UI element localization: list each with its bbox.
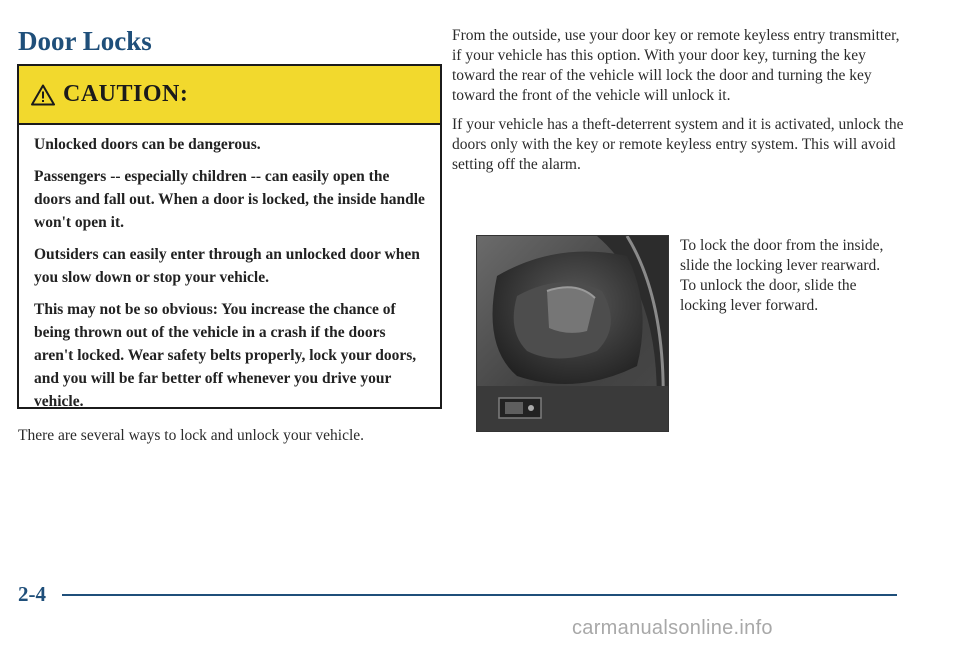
page-title: Door Locks [18, 26, 152, 56]
theft-deterrent-paragraph: If your vehicle has a theft-deterrent system and it is activated, unlock the doors only with the key or remote keyless entry system. This will avoid setting off the alarm. [452, 116, 904, 173]
door-lock-lever-photo [476, 235, 669, 432]
watermark: carmanualsonline.info [572, 617, 773, 639]
caution-paragraph: This may not be so obvious: You increase the chance of being thrown out of the vehicle in a crash if the doors aren't locked. Wear safety belts properly, lock your doors, and you will be far better off whenever you drive your vehicle. [34, 301, 417, 410]
caution-paragraph: Passengers -- especially children -- can easily open the doors and fall out. When a door is locked, the inside handle won't open it. [34, 168, 425, 231]
warning-triangle-icon [31, 84, 55, 106]
caution-paragraph: Outsiders can easily enter through an unlocked door when you slow down or stop your vehicle. [34, 246, 420, 286]
lock-methods-text: There are several ways to lock and unlock your vehicle. [18, 427, 365, 444]
caution-header [19, 66, 440, 125]
caution-title: CAUTION: [63, 81, 189, 107]
right-column [452, 26, 907, 184]
caution-box [17, 64, 442, 409]
caution-body [19, 125, 440, 413]
outside-lock-paragraph: From the outside, use your door key or remote keyless entry transmitter, if your vehicle has this option. With your door key, turning the key toward the rear of the vehicle will lock the door and turning the key toward the front of the vehicle will unlock it. [452, 27, 900, 104]
photo-caption: To lock the door from the inside, slide the locking lever rearward. To unlock the door, slide the locking lever forward. [680, 237, 884, 314]
caution-paragraph: Unlocked doors can be dangerous. [34, 136, 261, 153]
page-number: 2-4 [18, 582, 46, 606]
footer-rule [62, 594, 897, 596]
